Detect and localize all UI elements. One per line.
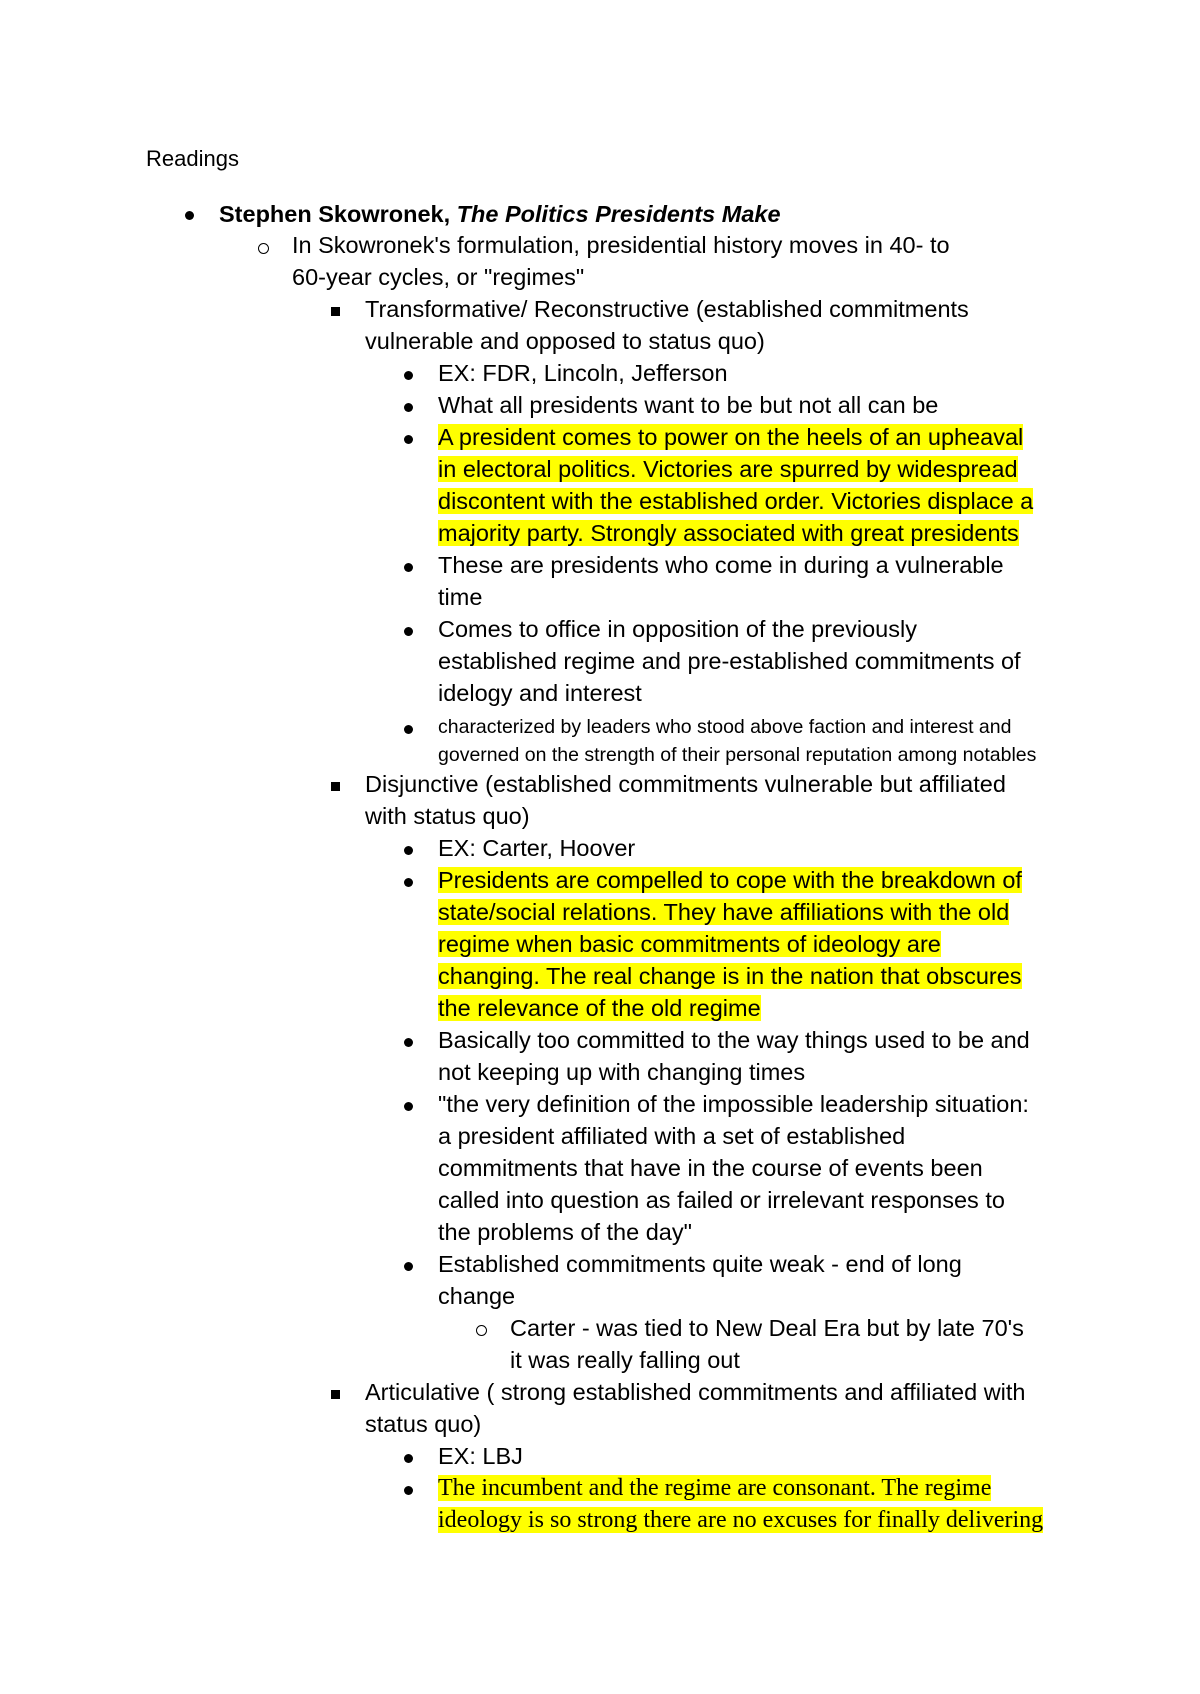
highlighted-line xyxy=(438,896,1009,928)
bullet-disc-icon xyxy=(404,371,413,380)
highlighted-line xyxy=(438,421,1023,453)
note-line: Transformative/ Reconstructive (established commitments xyxy=(365,296,969,322)
highlight-text: The incumbent and the regime are consonant. The regime xyxy=(438,1475,992,1501)
highlight-text: A president comes to power on the heels of an upheaval xyxy=(438,424,1024,450)
highlight-text: ideology is so strong there are no excuses for finally delivering xyxy=(438,1507,1044,1533)
highlight-text: changing. The real change is in the nation that obscures xyxy=(438,963,1022,989)
bullet-square-icon xyxy=(331,1390,340,1399)
note-line: it was really falling out xyxy=(510,1347,740,1373)
note-line: not keeping up with changing times xyxy=(438,1059,806,1085)
note-line: idelogy and interest xyxy=(438,680,642,706)
note-line: commitments that have in the course of events been xyxy=(438,1155,983,1181)
highlighted-line xyxy=(438,992,761,1024)
bullet-disc-icon xyxy=(404,563,413,572)
bullet-disc-icon xyxy=(404,1262,413,1271)
note-line: Established commitments quite weak - end of long xyxy=(438,1251,962,1277)
note-line: In Skowronek's formulation, presidential history moves in 40- to xyxy=(292,232,950,258)
note-line: 60-year cycles, or "regimes" xyxy=(292,264,585,290)
bullet-disc-icon xyxy=(404,627,413,636)
highlight-text: discontent with the established order. Victories displace a xyxy=(438,488,1034,514)
note-line: Articulative ( strong established commitments and affiliated with xyxy=(365,1379,1026,1405)
bullet-disc-icon xyxy=(404,1486,413,1495)
note-line: Comes to office in opposition of the previously xyxy=(438,616,917,642)
highlighted-line xyxy=(438,1472,991,1504)
bullet-disc-icon xyxy=(404,435,413,444)
note-line: vulnerable and opposed to status quo) xyxy=(365,328,765,354)
bullet-disc-icon xyxy=(404,403,413,412)
bullet-disc-icon xyxy=(404,1038,413,1047)
highlight-text: majority party. Strongly associated with great presidents xyxy=(438,520,1019,546)
highlighted-line xyxy=(438,453,1018,485)
highlighted-line xyxy=(438,928,941,960)
highlight-text: in electoral politics. Victories are spurred by widespread xyxy=(438,456,1018,482)
note-line: EX: FDR, Lincoln, Jefferson xyxy=(438,360,728,386)
note-line: time xyxy=(438,584,483,610)
bullet-disc-icon xyxy=(404,846,413,855)
highlighted-line xyxy=(438,1504,1043,1536)
note-line: a president affiliated with a set of established xyxy=(438,1123,906,1149)
note-line: "the very definition of the impossible leadership situation: xyxy=(438,1091,1029,1117)
bullet-disc-icon xyxy=(404,1102,413,1111)
page-heading: Readings xyxy=(146,146,239,171)
note-line: governed on the strength of their personal reputation among notables xyxy=(438,744,1037,766)
note-line: characterized by leaders who stood above faction and interest and xyxy=(438,716,1012,738)
bullet-circle-icon xyxy=(476,1325,487,1336)
bullet-square-icon xyxy=(331,782,340,791)
bullet-circle-icon xyxy=(258,243,269,254)
highlighted-line xyxy=(438,960,1022,992)
source-line xyxy=(219,198,781,230)
note-line: the problems of the day" xyxy=(438,1219,692,1245)
note-line: status quo) xyxy=(365,1411,482,1437)
bullet-disc-icon xyxy=(185,211,194,220)
bullet-disc-icon xyxy=(404,878,413,887)
note-line: These are presidents who come in during a vulnerable xyxy=(438,552,1004,578)
note-line: change xyxy=(438,1283,516,1309)
note-line: EX: LBJ xyxy=(438,1443,523,1469)
bullet-disc-icon xyxy=(404,725,413,734)
highlight-text: regime when basic commitments of ideology are xyxy=(438,931,941,957)
highlighted-line xyxy=(438,517,1019,549)
note-line: Carter - was tied to New Deal Era but by late 70's xyxy=(510,1315,1024,1341)
highlight-text: the relevance of the old regime xyxy=(438,995,761,1021)
note-line: Disjunctive (established commitments vulnerable but affiliated xyxy=(365,771,1006,797)
note-line: Basically too committed to the way things used to be and xyxy=(438,1027,1030,1053)
highlight-text: state/social relations. They have affiliations with the old xyxy=(438,899,1010,925)
source-author: Stephen Skowronek, xyxy=(219,201,457,227)
highlighted-line xyxy=(438,485,1033,517)
note-line: established regime and pre-established commitments of xyxy=(438,648,1021,674)
note-line: called into question as failed or irrelevant responses to xyxy=(438,1187,1005,1213)
highlighted-line xyxy=(438,864,1022,896)
note-line: What all presidents want to be but not all can be xyxy=(438,392,939,418)
note-line: EX: Carter, Hoover xyxy=(438,835,636,861)
source-title: The Politics Presidents Make xyxy=(456,201,781,227)
bullet-disc-icon xyxy=(404,1454,413,1463)
bullet-square-icon xyxy=(331,307,340,316)
highlight-text: Presidents are compelled to cope with the breakdown of xyxy=(438,867,1022,893)
note-line: with status quo) xyxy=(365,803,530,829)
